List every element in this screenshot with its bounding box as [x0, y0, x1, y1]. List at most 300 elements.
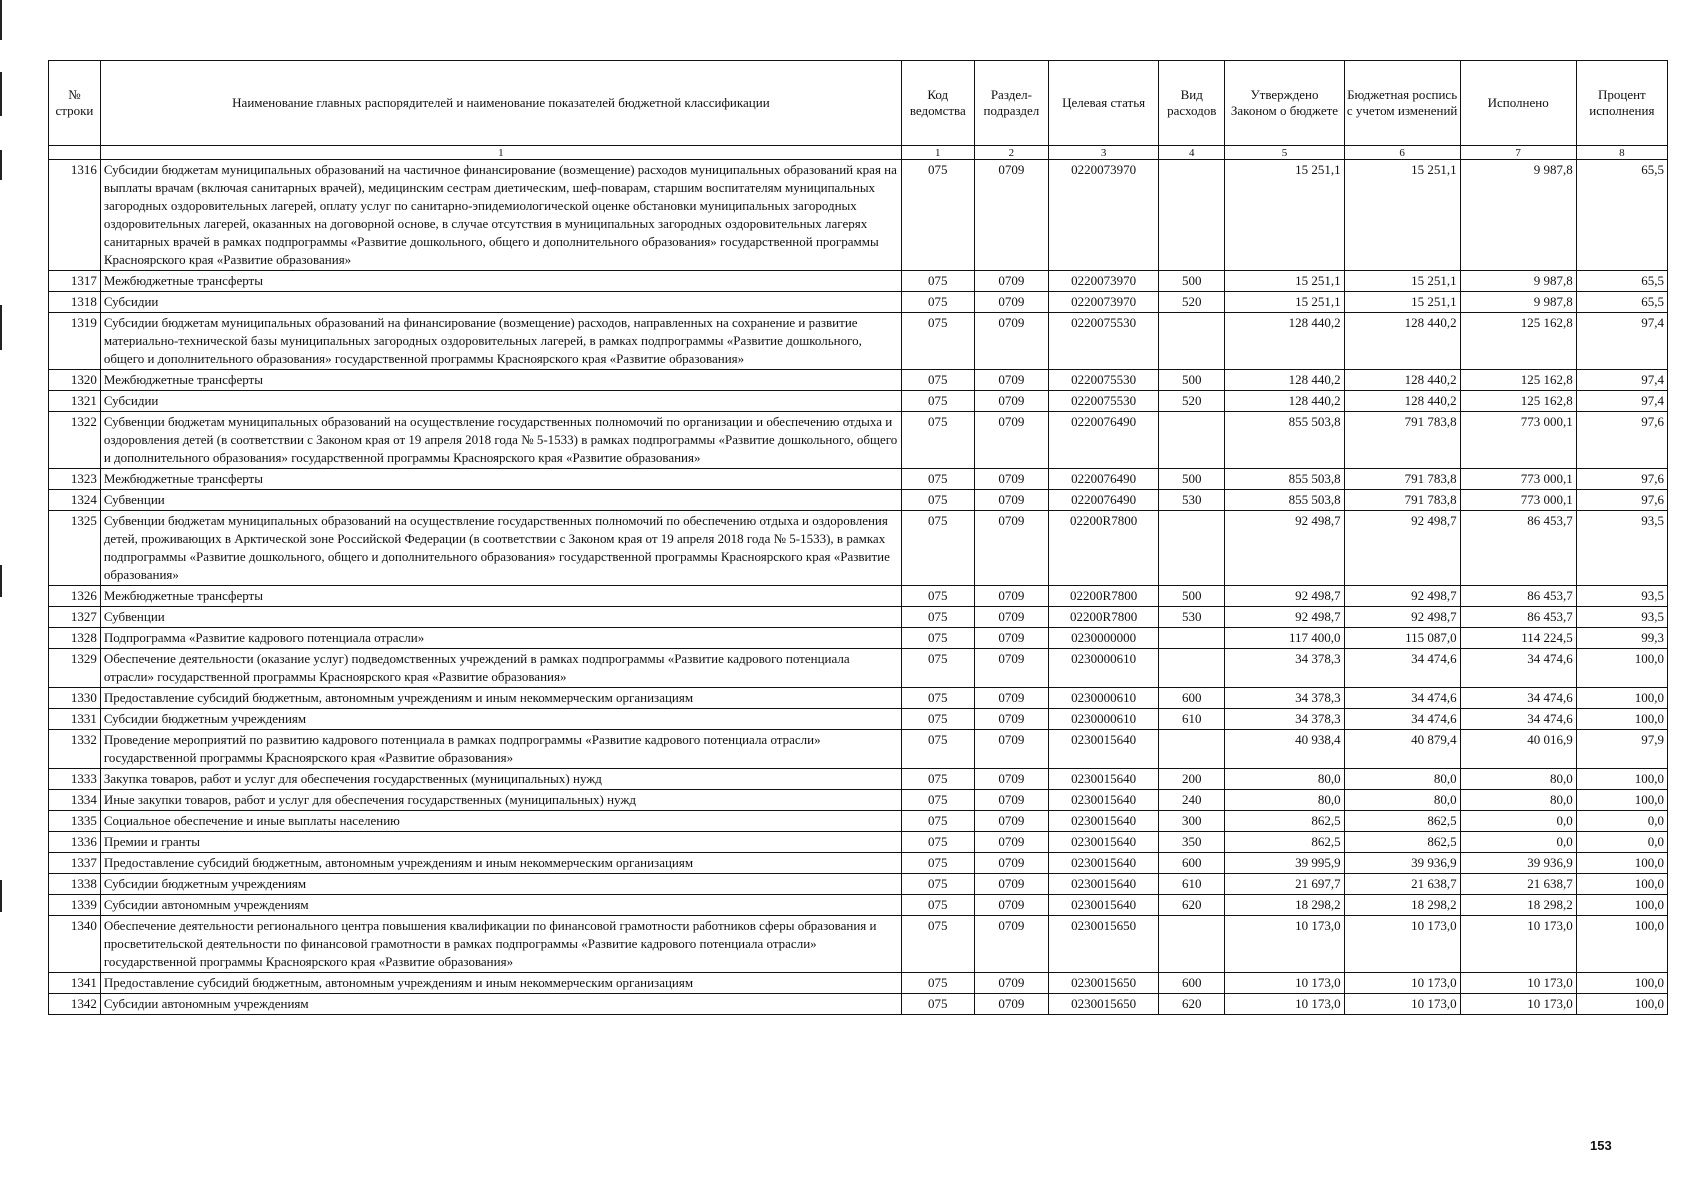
dept-code: 075	[902, 688, 975, 709]
row-number: 1323	[49, 469, 101, 490]
target-article: 0230015640	[1049, 874, 1159, 895]
header-name: Наименование главных распорядителей и наименование показателей бюджетной классификации	[100, 61, 901, 146]
header-percent: Процент исполнения	[1576, 61, 1667, 146]
row-name: Субсидии бюджетам муниципальных образований на частичное финансирование (возмещение) расходов муниципальных образований края на выплаты врачам (включая санитарных врачей), медицинским сестрам диетическим, шеф-поварам, старшим воспитателям муниципальных загородных оздоровительных лагерей, оплату услуг по санитарно-эпидемиологической оценке обстановки муниципальных загородных оздоровительных лагерей, оказанных на договорной основе, в случае отсутствия в муниципальных загородных оздоровительных лагерях санитарных врачей в рамках подпрограммы «Развитие дошкольного, общего и дополнительного образования» государственной программы Красноярского края «Развитие образования»	[100, 160, 901, 271]
table-row	[49, 511, 1668, 586]
expense-type: 240	[1159, 790, 1225, 811]
target-article: 0230000610	[1049, 688, 1159, 709]
approved-amount: 92 498,7	[1225, 511, 1344, 586]
row-number: 1316	[49, 160, 101, 271]
schedule-amount: 80,0	[1344, 769, 1460, 790]
row-number: 1327	[49, 607, 101, 628]
header-row	[49, 61, 1668, 146]
schedule-amount: 10 173,0	[1344, 916, 1460, 973]
expense-type: 500	[1159, 586, 1225, 607]
header-budget-schedule: Бюджетная роспись с учетом изменений	[1344, 61, 1460, 146]
row-name: Проведение мероприятий по развитию кадрового потенциала в рамках подпрограммы «Развитие кадрового потенциала отрасли» государственной программы Красноярского края «Развитие образования»	[100, 730, 901, 769]
executed-amount: 10 173,0	[1460, 973, 1576, 994]
target-article: 0230000000	[1049, 628, 1159, 649]
table-row	[49, 769, 1668, 790]
executed-amount: 114 224,5	[1460, 628, 1576, 649]
dept-code: 075	[902, 607, 975, 628]
executed-amount: 39 936,9	[1460, 853, 1576, 874]
executed-amount: 80,0	[1460, 769, 1576, 790]
target-article: 0220073970	[1049, 292, 1159, 313]
percent-executed: 97,4	[1576, 391, 1667, 412]
dept-code: 075	[902, 370, 975, 391]
margin-mark	[0, 0, 2, 40]
table-row	[49, 832, 1668, 853]
approved-amount: 862,5	[1225, 832, 1344, 853]
approved-amount: 39 995,9	[1225, 853, 1344, 874]
executed-amount: 34 474,6	[1460, 688, 1576, 709]
dept-code: 075	[902, 874, 975, 895]
row-number: 1334	[49, 790, 101, 811]
row-number: 1342	[49, 994, 101, 1015]
executed-amount: 34 474,6	[1460, 649, 1576, 688]
section-code: 0709	[974, 271, 1049, 292]
row-number: 1337	[49, 853, 101, 874]
margin-mark	[0, 305, 2, 350]
row-number: 1340	[49, 916, 101, 973]
budget-table	[48, 60, 1668, 1015]
expense-type	[1159, 649, 1225, 688]
percent-executed: 97,6	[1576, 490, 1667, 511]
budget-sheet	[48, 60, 1668, 1015]
percent-executed: 97,9	[1576, 730, 1667, 769]
approved-amount: 92 498,7	[1225, 607, 1344, 628]
expense-type: 200	[1159, 769, 1225, 790]
executed-amount: 773 000,1	[1460, 469, 1576, 490]
expense-type: 300	[1159, 811, 1225, 832]
schedule-amount: 92 498,7	[1344, 607, 1460, 628]
dept-code: 075	[902, 709, 975, 730]
section-code: 0709	[974, 916, 1049, 973]
margin-mark	[0, 72, 2, 116]
section-code: 0709	[974, 853, 1049, 874]
table-row	[49, 973, 1668, 994]
section-code: 0709	[974, 313, 1049, 370]
percent-executed: 93,5	[1576, 607, 1667, 628]
row-number: 1318	[49, 292, 101, 313]
expense-type	[1159, 628, 1225, 649]
section-code: 0709	[974, 688, 1049, 709]
dept-code: 075	[902, 916, 975, 973]
table-row	[49, 271, 1668, 292]
section-code: 0709	[974, 160, 1049, 271]
row-number: 1329	[49, 649, 101, 688]
dept-code: 075	[902, 811, 975, 832]
approved-amount: 117 400,0	[1225, 628, 1344, 649]
row-number: 1335	[49, 811, 101, 832]
table-row	[49, 994, 1668, 1015]
table-row	[49, 586, 1668, 607]
row-name: Предоставление субсидий бюджетным, автономным учреждениям и иным некоммерческим организациям	[100, 853, 901, 874]
row-name: Субсидии	[100, 391, 901, 412]
section-code: 0709	[974, 370, 1049, 391]
row-number: 1338	[49, 874, 101, 895]
executed-amount: 125 162,8	[1460, 313, 1576, 370]
target-article: 0230015640	[1049, 895, 1159, 916]
target-article: 02200R7800	[1049, 586, 1159, 607]
percent-executed: 65,5	[1576, 160, 1667, 271]
table-row	[49, 607, 1668, 628]
table-row	[49, 412, 1668, 469]
percent-executed: 0,0	[1576, 811, 1667, 832]
table-row	[49, 688, 1668, 709]
executed-amount: 21 638,7	[1460, 874, 1576, 895]
table-row	[49, 709, 1668, 730]
executed-amount: 125 162,8	[1460, 370, 1576, 391]
header-approved: Утверждено Законом о бюджете	[1225, 61, 1344, 146]
section-code: 0709	[974, 832, 1049, 853]
column-number-row	[49, 146, 1668, 160]
executed-amount: 40 016,9	[1460, 730, 1576, 769]
dept-code: 075	[902, 832, 975, 853]
dept-code: 075	[902, 730, 975, 769]
schedule-amount: 15 251,1	[1344, 271, 1460, 292]
row-name: Иные закупки товаров, работ и услуг для обеспечения государственных (муниципальных) нужд	[100, 790, 901, 811]
approved-amount: 855 503,8	[1225, 490, 1344, 511]
row-number: 1332	[49, 730, 101, 769]
dept-code: 075	[902, 391, 975, 412]
row-number: 1322	[49, 412, 101, 469]
table-row	[49, 490, 1668, 511]
target-article: 0220076490	[1049, 490, 1159, 511]
schedule-amount: 791 783,8	[1344, 469, 1460, 490]
expense-type	[1159, 730, 1225, 769]
table-row	[49, 811, 1668, 832]
schedule-amount: 128 440,2	[1344, 313, 1460, 370]
executed-amount: 86 453,7	[1460, 586, 1576, 607]
expense-type: 600	[1159, 688, 1225, 709]
section-code: 0709	[974, 469, 1049, 490]
percent-executed: 97,4	[1576, 313, 1667, 370]
schedule-amount: 92 498,7	[1344, 511, 1460, 586]
row-name: Субвенции	[100, 607, 901, 628]
target-article: 0230015650	[1049, 916, 1159, 973]
expense-type: 520	[1159, 391, 1225, 412]
executed-amount: 18 298,2	[1460, 895, 1576, 916]
header-dept-code: Код ведомства	[902, 61, 975, 146]
percent-executed: 93,5	[1576, 586, 1667, 607]
expense-type	[1159, 412, 1225, 469]
percent-executed: 0,0	[1576, 832, 1667, 853]
row-number: 1325	[49, 511, 101, 586]
percent-executed: 97,6	[1576, 469, 1667, 490]
target-article: 02200R7800	[1049, 607, 1159, 628]
executed-amount: 10 173,0	[1460, 994, 1576, 1015]
expense-type: 530	[1159, 490, 1225, 511]
approved-amount: 15 251,1	[1225, 160, 1344, 271]
row-name: Закупка товаров, работ и услуг для обеспечения государственных (муниципальных) нужд	[100, 769, 901, 790]
percent-executed: 97,4	[1576, 370, 1667, 391]
percent-executed: 100,0	[1576, 709, 1667, 730]
table-row	[49, 370, 1668, 391]
schedule-amount: 34 474,6	[1344, 649, 1460, 688]
column-number: 1	[902, 146, 975, 160]
table-row	[49, 874, 1668, 895]
row-name: Субсидии автономным учреждениям	[100, 895, 901, 916]
approved-amount: 855 503,8	[1225, 469, 1344, 490]
executed-amount: 9 987,8	[1460, 292, 1576, 313]
margin-mark	[0, 565, 2, 597]
table-row	[49, 292, 1668, 313]
target-article: 0230015640	[1049, 790, 1159, 811]
approved-amount: 34 378,3	[1225, 649, 1344, 688]
percent-executed: 100,0	[1576, 649, 1667, 688]
margin-mark	[0, 880, 2, 912]
approved-amount: 34 378,3	[1225, 709, 1344, 730]
table-row	[49, 160, 1668, 271]
section-code: 0709	[974, 391, 1049, 412]
percent-executed: 100,0	[1576, 994, 1667, 1015]
dept-code: 075	[902, 853, 975, 874]
header-executed: Исполнено	[1460, 61, 1576, 146]
approved-amount: 21 697,7	[1225, 874, 1344, 895]
header-expense-type: Вид расходов	[1159, 61, 1225, 146]
executed-amount: 80,0	[1460, 790, 1576, 811]
approved-amount: 128 440,2	[1225, 313, 1344, 370]
schedule-amount: 10 173,0	[1344, 973, 1460, 994]
dept-code: 075	[902, 790, 975, 811]
dept-code: 075	[902, 973, 975, 994]
row-number: 1333	[49, 769, 101, 790]
row-name: Субсидии автономным учреждениям	[100, 994, 901, 1015]
row-number: 1341	[49, 973, 101, 994]
section-code: 0709	[974, 730, 1049, 769]
expense-type	[1159, 313, 1225, 370]
row-name: Межбюджетные трансферты	[100, 271, 901, 292]
table-row	[49, 469, 1668, 490]
executed-amount: 86 453,7	[1460, 607, 1576, 628]
expense-type: 520	[1159, 292, 1225, 313]
row-number: 1321	[49, 391, 101, 412]
section-code: 0709	[974, 586, 1049, 607]
schedule-amount: 10 173,0	[1344, 994, 1460, 1015]
row-name: Обеспечение деятельности (оказание услуг) подведомственных учреждений в рамках подпрограммы «Развитие кадрового потенциала отрасли» государственной программы Красноярского края «Развитие образования»	[100, 649, 901, 688]
expense-type: 530	[1159, 607, 1225, 628]
schedule-amount: 791 783,8	[1344, 490, 1460, 511]
percent-executed: 100,0	[1576, 973, 1667, 994]
approved-amount: 92 498,7	[1225, 586, 1344, 607]
row-name: Субсидии бюджетным учреждениям	[100, 709, 901, 730]
column-number: 6	[1344, 146, 1460, 160]
schedule-amount: 791 783,8	[1344, 412, 1460, 469]
schedule-amount: 862,5	[1344, 832, 1460, 853]
dept-code: 075	[902, 313, 975, 370]
row-number: 1331	[49, 709, 101, 730]
target-article: 0220075530	[1049, 370, 1159, 391]
schedule-amount: 34 474,6	[1344, 709, 1460, 730]
dept-code: 075	[902, 628, 975, 649]
table-row	[49, 391, 1668, 412]
table-row	[49, 628, 1668, 649]
schedule-amount: 92 498,7	[1344, 586, 1460, 607]
section-code: 0709	[974, 994, 1049, 1015]
percent-executed: 100,0	[1576, 853, 1667, 874]
approved-amount: 18 298,2	[1225, 895, 1344, 916]
percent-executed: 97,6	[1576, 412, 1667, 469]
section-code: 0709	[974, 973, 1049, 994]
row-name: Межбюджетные трансферты	[100, 586, 901, 607]
row-number: 1317	[49, 271, 101, 292]
row-name: Предоставление субсидий бюджетным, автономным учреждениям и иным некоммерческим организациям	[100, 973, 901, 994]
table-row	[49, 313, 1668, 370]
dept-code: 075	[902, 292, 975, 313]
executed-amount: 773 000,1	[1460, 412, 1576, 469]
row-number: 1326	[49, 586, 101, 607]
row-number: 1330	[49, 688, 101, 709]
expense-type: 600	[1159, 853, 1225, 874]
row-name: Субсидии бюджетам муниципальных образований на финансирование (возмещение) расходов, направленных на сохранение и развитие материально-технической базы муниципальных загородных оздоровительных лагерей, в рамках подпрограммы «Развитие дошкольного, общего и дополнительного образования» государственной программы Красноярского края «Развитие образования»	[100, 313, 901, 370]
section-code: 0709	[974, 709, 1049, 730]
section-code: 0709	[974, 628, 1049, 649]
target-article: 0230015650	[1049, 994, 1159, 1015]
executed-amount: 10 173,0	[1460, 916, 1576, 973]
section-code: 0709	[974, 649, 1049, 688]
dept-code: 075	[902, 160, 975, 271]
expense-type: 610	[1159, 874, 1225, 895]
executed-amount: 125 162,8	[1460, 391, 1576, 412]
approved-amount: 40 938,4	[1225, 730, 1344, 769]
column-number: 7	[1460, 146, 1576, 160]
row-name: Межбюджетные трансферты	[100, 370, 901, 391]
dept-code: 075	[902, 769, 975, 790]
margin-mark	[0, 150, 2, 180]
row-number: 1319	[49, 313, 101, 370]
target-article: 0230015640	[1049, 853, 1159, 874]
approved-amount: 34 378,3	[1225, 688, 1344, 709]
row-number: 1328	[49, 628, 101, 649]
row-name: Обеспечение деятельности регионального центра повышения квалификации по финансовой грамотности работников сферы образования и просветительской деятельности по финансовой грамотности в рамках подпрограммы «Развитие кадрового потенциала отрасли» государственной программы Красноярского края «Развитие образования»	[100, 916, 901, 973]
section-code: 0709	[974, 607, 1049, 628]
header-target-article: Целевая статья	[1049, 61, 1159, 146]
approved-amount: 862,5	[1225, 811, 1344, 832]
target-article: 0220075530	[1049, 391, 1159, 412]
column-number: 8	[1576, 146, 1667, 160]
row-name: Субсидии бюджетным учреждениям	[100, 874, 901, 895]
expense-type: 500	[1159, 370, 1225, 391]
row-number: 1336	[49, 832, 101, 853]
percent-executed: 100,0	[1576, 688, 1667, 709]
executed-amount: 0,0	[1460, 811, 1576, 832]
row-name: Субвенции бюджетам муниципальных образований на осуществление государственных полномочий по организации и обеспечению отдыха и оздоровления детей (в соответствии с Законом края от 19 апреля 2018 года № 5-1533) в рамках подпрограммы «Развитие дошкольного, общего и дополнительного образования» государственной программы Красноярского края «Развитие образования»	[100, 412, 901, 469]
schedule-amount: 128 440,2	[1344, 370, 1460, 391]
executed-amount: 86 453,7	[1460, 511, 1576, 586]
section-code: 0709	[974, 292, 1049, 313]
schedule-amount: 39 936,9	[1344, 853, 1460, 874]
page-number: 153	[1590, 1138, 1612, 1153]
dept-code: 075	[902, 649, 975, 688]
column-number: 5	[1225, 146, 1344, 160]
target-article: 0220075530	[1049, 313, 1159, 370]
approved-amount: 128 440,2	[1225, 370, 1344, 391]
section-code: 0709	[974, 874, 1049, 895]
target-article: 0230000610	[1049, 709, 1159, 730]
target-article: 0230015640	[1049, 811, 1159, 832]
table-row	[49, 649, 1668, 688]
column-number: 2	[974, 146, 1049, 160]
target-article: 0230015650	[1049, 973, 1159, 994]
row-name: Субвенции бюджетам муниципальных образований на осуществление государственных полномочий по обеспечению отдыха и оздоровления детей, проживающих в Арктической зоне Российской Федерации (в соответствии с Законом края от 19 апреля 2018 года № 5-1533), в рамках подпрограммы «Развитие дошкольного, общего и дополнительного образования» государственной программы Красноярского края «Развитие образования»	[100, 511, 901, 586]
expense-type: 620	[1159, 994, 1225, 1015]
schedule-amount: 15 251,1	[1344, 292, 1460, 313]
schedule-amount: 34 474,6	[1344, 688, 1460, 709]
row-name: Премии и гранты	[100, 832, 901, 853]
row-name: Подпрограмма «Развитие кадрового потенциала отрасли»	[100, 628, 901, 649]
executed-amount: 0,0	[1460, 832, 1576, 853]
table-body	[49, 160, 1668, 1015]
schedule-amount: 80,0	[1344, 790, 1460, 811]
expense-type: 620	[1159, 895, 1225, 916]
executed-amount: 34 474,6	[1460, 709, 1576, 730]
dept-code: 075	[902, 271, 975, 292]
schedule-amount: 115 087,0	[1344, 628, 1460, 649]
column-number	[49, 146, 101, 160]
executed-amount: 9 987,8	[1460, 160, 1576, 271]
header-section: Раздел-подраздел	[974, 61, 1049, 146]
column-number: 1	[100, 146, 901, 160]
approved-amount: 80,0	[1225, 790, 1344, 811]
row-name: Социальное обеспечение и иные выплаты населению	[100, 811, 901, 832]
percent-executed: 93,5	[1576, 511, 1667, 586]
percent-executed: 100,0	[1576, 769, 1667, 790]
dept-code: 075	[902, 511, 975, 586]
row-name: Субсидии	[100, 292, 901, 313]
executed-amount: 773 000,1	[1460, 490, 1576, 511]
schedule-amount: 21 638,7	[1344, 874, 1460, 895]
executed-amount: 9 987,8	[1460, 271, 1576, 292]
expense-type: 500	[1159, 469, 1225, 490]
schedule-amount: 15 251,1	[1344, 160, 1460, 271]
target-article: 0230015640	[1049, 769, 1159, 790]
section-code: 0709	[974, 490, 1049, 511]
target-article: 0220076490	[1049, 412, 1159, 469]
table-row	[49, 853, 1668, 874]
section-code: 0709	[974, 811, 1049, 832]
column-number: 4	[1159, 146, 1225, 160]
row-name: Межбюджетные трансферты	[100, 469, 901, 490]
percent-executed: 100,0	[1576, 874, 1667, 895]
percent-executed: 100,0	[1576, 916, 1667, 973]
row-number: 1324	[49, 490, 101, 511]
schedule-amount: 18 298,2	[1344, 895, 1460, 916]
approved-amount: 15 251,1	[1225, 271, 1344, 292]
expense-type: 500	[1159, 271, 1225, 292]
column-number: 3	[1049, 146, 1159, 160]
target-article: 0220073970	[1049, 271, 1159, 292]
expense-type: 610	[1159, 709, 1225, 730]
schedule-amount: 128 440,2	[1344, 391, 1460, 412]
percent-executed: 65,5	[1576, 292, 1667, 313]
table-row	[49, 730, 1668, 769]
section-code: 0709	[974, 790, 1049, 811]
section-code: 0709	[974, 769, 1049, 790]
expense-type	[1159, 160, 1225, 271]
target-article: 0220076490	[1049, 469, 1159, 490]
target-article: 0230015640	[1049, 832, 1159, 853]
percent-executed: 100,0	[1576, 790, 1667, 811]
target-article: 0220073970	[1049, 160, 1159, 271]
expense-type	[1159, 916, 1225, 973]
schedule-amount: 40 879,4	[1344, 730, 1460, 769]
row-number: 1339	[49, 895, 101, 916]
dept-code: 075	[902, 412, 975, 469]
percent-executed: 65,5	[1576, 271, 1667, 292]
approved-amount: 10 173,0	[1225, 916, 1344, 973]
dept-code: 075	[902, 469, 975, 490]
